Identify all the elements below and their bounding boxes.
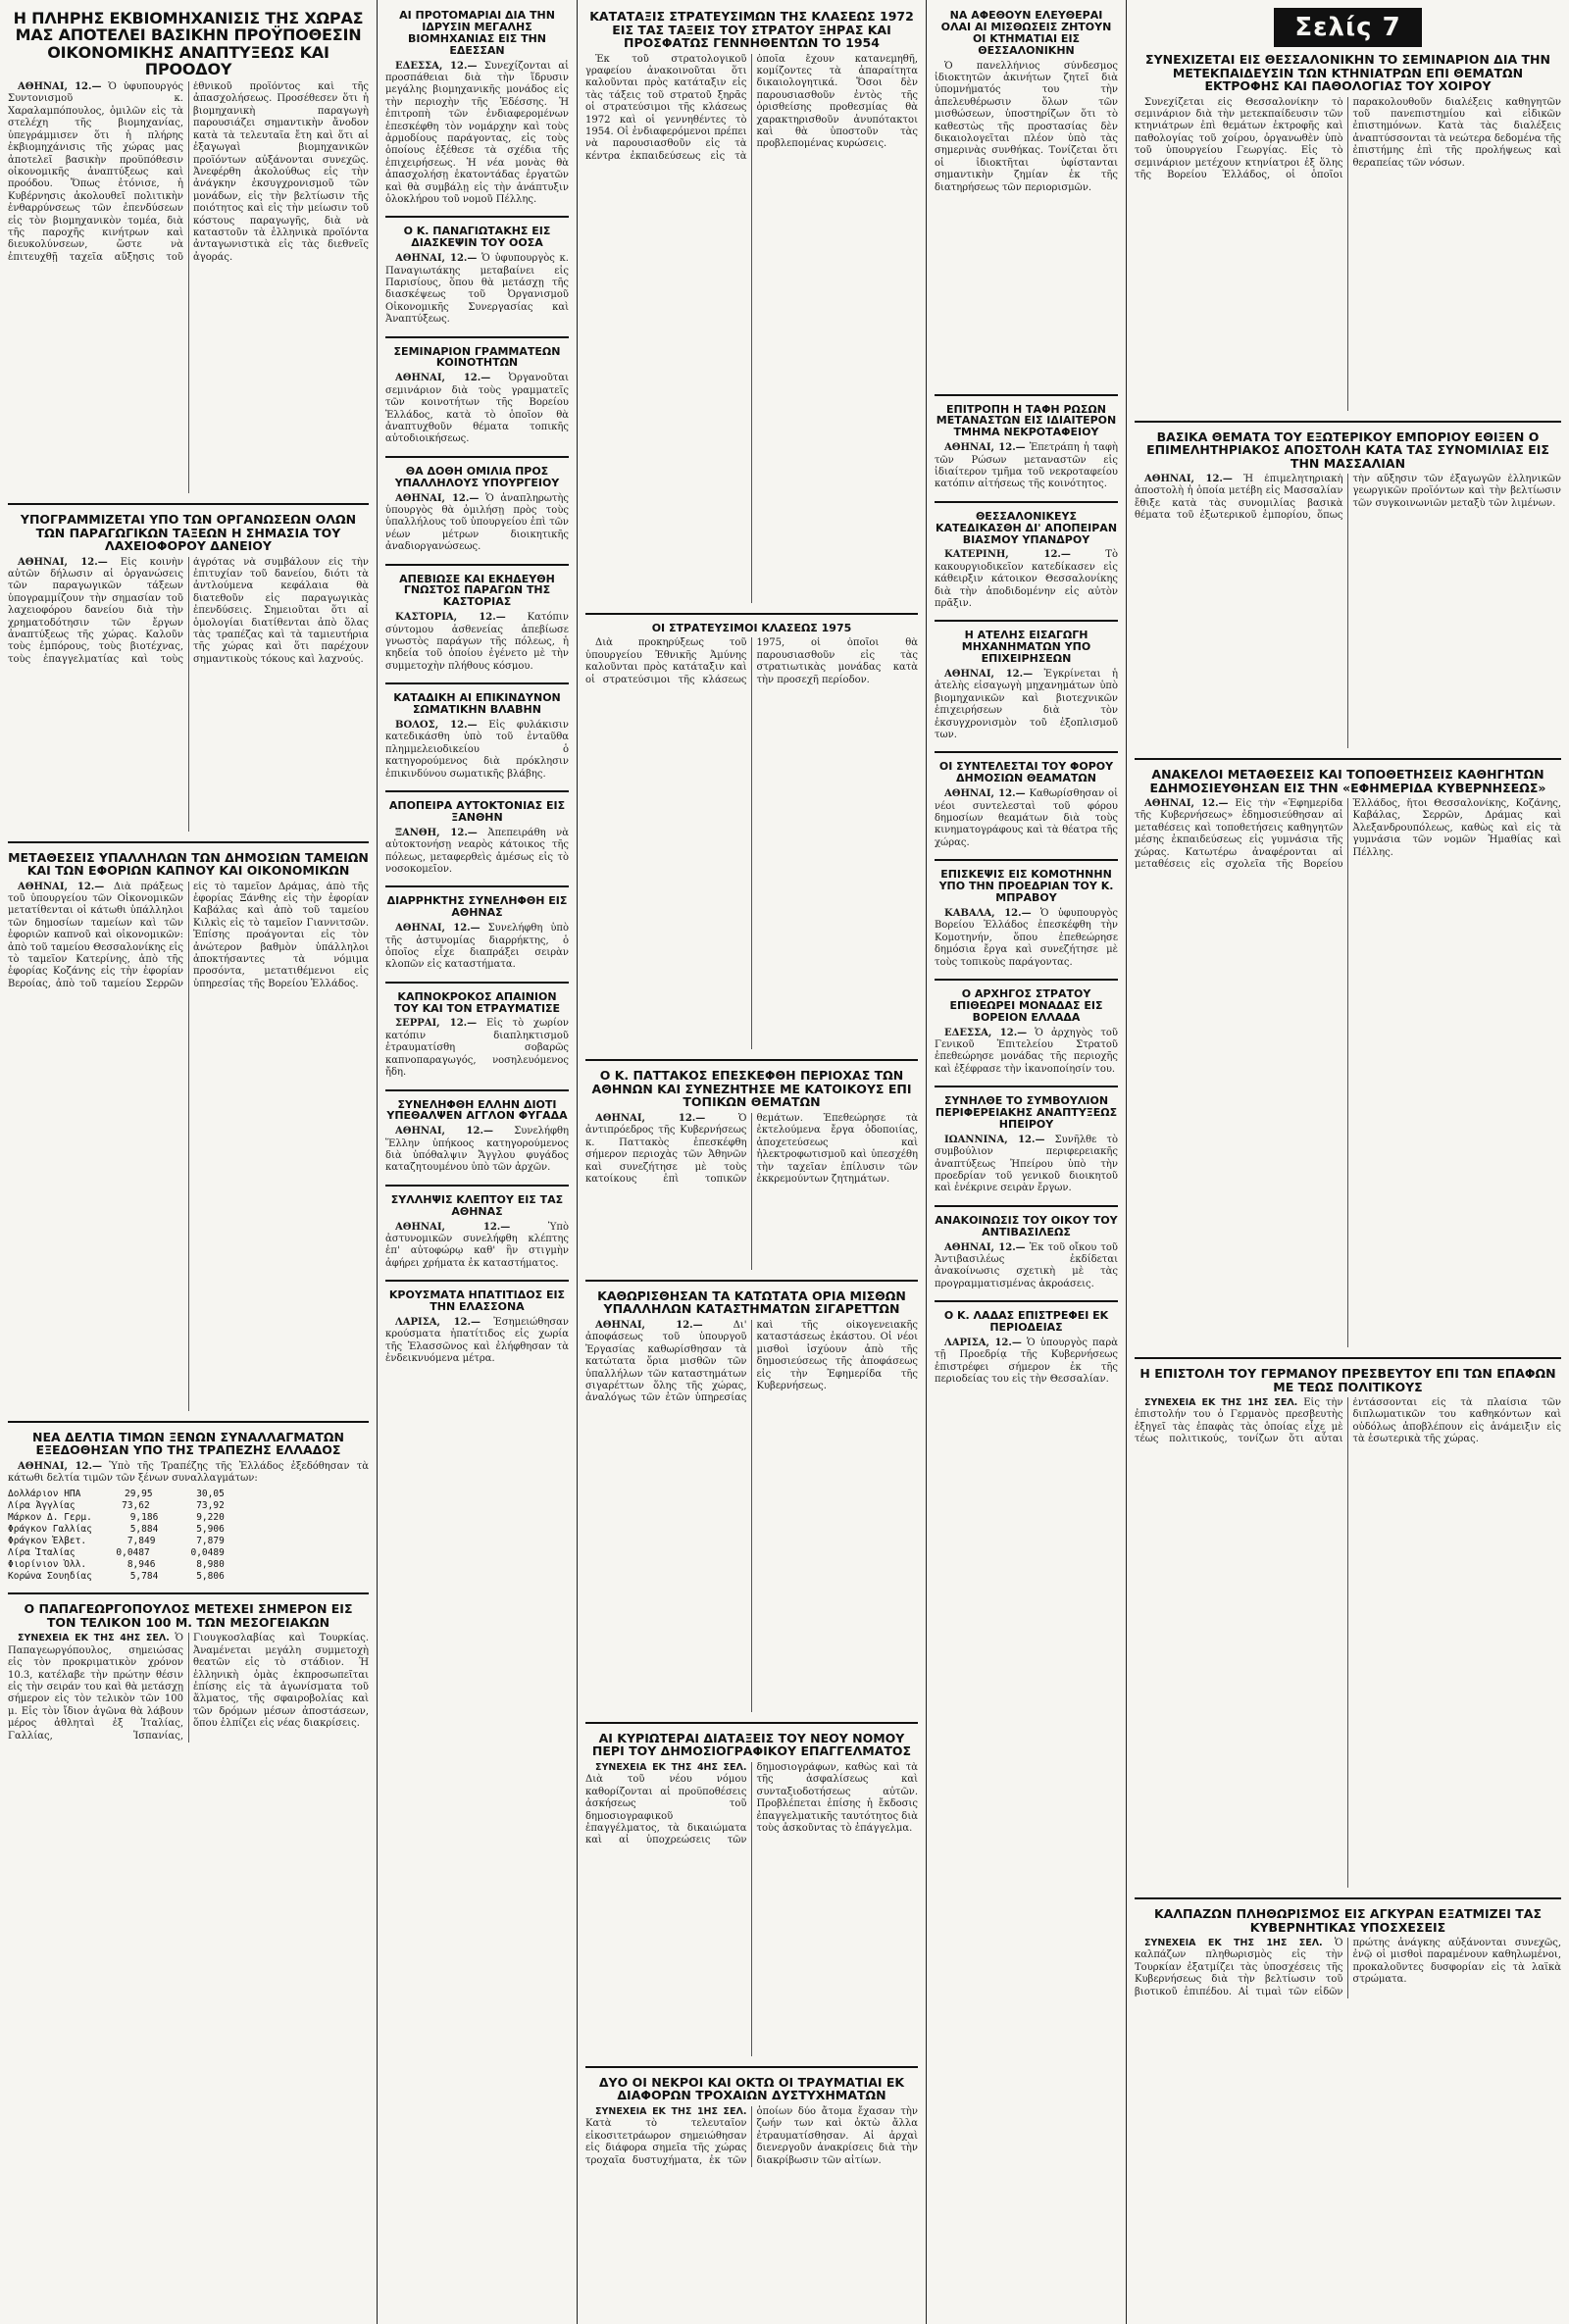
article-katerini — [935, 501, 1118, 611]
headline: ΝΑ ΑΦΕΘΟΥΝ ΕΛΕΥΘΕΡΑΙ ΟΛΑΙ ΑΙ ΜΙΣΘΩΣΕΙΣ ΖΗΤΟΥΝ ΟΙ ΚΤΗΜΑΤΙΑΙ ΕΙΣ ΘΕΣΣΑΛΟΝΙΚΗΝ — [940, 9, 1112, 57]
article-speech — [385, 456, 569, 554]
article-body: ΣΥΝΕΧΕΙΑ ΕΚ ΤΗΣ 4ΗΣ ΣΕΛ. Ὁ Παπαγεωργόπουλος, σημειώσας εἰς τὸν προκριματικὸν χρόνον 10.3, κατέλαβε τὴν πρώτην θέσιν εἰς τὴν σειράν του καὶ θὰ μετάσχῃ σήμερον εἰς τὸν τελικὸν τῶν 100 μ. Εἰς τὸν ἴδιον ἀγῶνα θὰ λάβουν μέρος ἀθληταὶ ἐξ Ἰταλίας, Γαλλίας, Ἱσπανίας, Γιουγκοσλαβίας καὶ Τουρκίας. Ἀναμένεται μεγάλη συμμετοχὴ θεατῶν εἰς τὸ στάδιον. Ἡ ἑλληνικὴ ὁμὰς ἐκπροσωπεῖται ἐπίσης εἰς τὰ ἀγωνίσματα τοῦ ἅλματος, τῆς σφαιροβολίας καὶ τῶν δρόμων μέσων ἀποστάσεων, ὅπου ἐλπίζει εἰς νέας διακρίσεις. — [8, 1633, 369, 1742]
article-seminar — [385, 336, 569, 446]
article-traffic-accidents — [585, 2066, 918, 2168]
headline: Η ΑΤΕΛΗΣ ΕΙΣΑΓΩΓΗ ΜΗΧΑΝΗΜΑΤΩΝ ΥΠΟ ΕΠΙΧΕΙΡΗΣΕΩΝ — [961, 629, 1091, 666]
article-oecd — [385, 216, 569, 326]
headline: ΝΕΑ ΔΕΛΤΙΑ ΤΙΜΩΝ ΞΕΝΩΝ ΣΥΝΑΛΛΑΓΜΑΤΩΝ ΕΞΕΔΟΘΗΣΑΝ ΥΠΟ ΤΗΣ ΤΡΑΠΕΖΗΣ ΕΛΛΑΔΟΣ — [32, 1429, 344, 1458]
buy-rate: 5,884 — [129, 1524, 159, 1536]
article-epirus-council — [935, 1086, 1118, 1195]
article-body: ΣΥΝΕΧΕΙΑ ΕΚ ΤΗΣ 1ΗΣ ΣΕΛ. Ὁ καλπάζων πληθωρισμὸς εἰς τὴν Τουρκίαν ἐξατμίζει τὰς ὑποσχέσεις τῆς Κυβερνήσεως διὰ τὴν βελτίωσιν τοῦ βιοτικοῦ ἐπιπέδου. Αἱ τιμαὶ τῶν εἰδῶν πρώτης ἀνάγκης αὐξάνονται συνεχῶς, ἐνῷ οἱ μισθοὶ παραμένουν καθηλωμένοι, προκαλοῦντες δυσφορίαν εἰς τὰ λαϊκὰ στρώματα. — [1135, 1938, 1561, 1997]
article-transfers — [8, 841, 369, 1411]
article-body: ΑΘΗΝΑΙ, 12.— Συνελήφθη Ἕλλην ὑπήκοος κατηγορούμενος διὰ ὑπόθαλψιν Ἄγγλου φυγάδος καταζητουμένου ὑπὸ τῶν ἀρχῶν. — [385, 1126, 569, 1174]
column-5 — [1127, 0, 1569, 2324]
exchange-rate-row — [8, 1547, 225, 1559]
article-body: ΣΥΝΕΧΕΙΑ ΕΚ ΤΗΣ 1ΗΣ ΣΕΛ. Κατὰ τὸ τελευταῖον εἰκοσιτετράωρον σημειώθησαν εἰς διάφορα σημεῖα τῆς χώρας τροχαῖα δυστυχήματα, ἐκ τῶν ὁποίων δύο ἄτομα ἔχασαν τὴν ζωήν των καὶ ὀκτὼ ἄλλα ἐτραυματίσθησαν. Αἱ ἀρχαὶ διενεργοῦν ἀνακρίσεις διὰ τὴν διακρίβωσιν τῶν αἰτίων. — [585, 2105, 918, 2166]
article-body: ΣΕΡΡΑΙ, 12.— Εἰς τὸ χωρίον κατόπιν διαπληκτισμοῦ ἐτραυματίσθη σοβαρῶς καπνοπαραγωγός, νοσηλευόμενος ἤδη. — [385, 1018, 569, 1079]
buy-rate: 0,0487 — [116, 1547, 150, 1559]
headline: ΣΥΛΛΗΨΙΣ ΚΛΕΠΤΟΥ ΕΙΣ ΤΑΣ ΑΘΗΝΑΣ — [390, 1192, 564, 1218]
exchange-rate-row — [8, 1536, 225, 1547]
article-body: ΑΘΗΝΑΙ, 12.— Ὁ ἀναπληρωτὴς ὑπουργὸς θὰ ὁμιλήσῃ πρὸς τοὺς ὑπαλλήλους τοῦ ὑπουργείου ἐπὶ τῶν νέων μέτρων διοικητικῆς ἀναδιοργανώσεως. — [385, 492, 570, 553]
article-conscripts-1975 — [585, 613, 918, 1050]
article-burglar — [385, 885, 569, 971]
headline: ΚΑΤΑΤΑΞΙΣ ΣΤΡΑΤΕΥΣΙΜΩΝ ΤΗΣ ΚΛΑΣΕΩΣ 1972 ΕΙΣ ΤΑΣ ΤΑΞΕΙΣ ΤΟΥ ΣΤΡΑΤΟΥ ΞΗΡΑΣ ΚΑΙ ΠΡΟΣΦΑΤΩΣ ΓΕΝΝΗΘΕΝΤΩΝ ΤΟ 1954 — [589, 9, 914, 50]
exchange-rate-row — [8, 1559, 225, 1571]
article-body: ΑΘΗΝΑΙ, 12.— Ἐκ τοῦ οἴκου τοῦ Ἀντιβασιλέως ἐκδίδεται ἀνακοίνωσις σχετικὴ μὲ τὰς προγραμματισμένας ἀκροάσεις. — [935, 1241, 1118, 1289]
article-xanthi — [385, 790, 569, 876]
article-ankara-inflation — [1135, 1897, 1561, 1998]
headline: ΕΠΙΤΡΟΠΗ Η ΤΑΦΗ ΡΩΣΩΝ ΜΕΤΑΝΑΣΤΩΝ ΕΙΣ ΙΔΙΑΙΤΕΡΟΝ ΤΜΗΜΑ ΝΕΚΡΟΤΑΦΕΙΟΥ — [936, 402, 1117, 439]
headline: ΣΥΝΗΛΘΕ ΤΟ ΣΥΜΒΟΥΛΙΟΝ ΠΕΡΙΦΕΡΕΙΑΚΗΣ ΑΝΑΠΤΥΞΕΩΣ ΗΠΕΙΡΟΥ — [935, 1094, 1118, 1131]
buy-rate: 73,62 — [122, 1500, 150, 1512]
currency-name: Κορώνα Σουηδίας — [8, 1571, 92, 1583]
article-body: ΑΘΗΝΑΙ, 12.— Ἐγκρίνεται ἡ ἀτελὴς εἰσαγωγὴ μηχανημάτων ὑπὸ βιομηχανικῶν καὶ βιοτεχνικῶν ἐπιχειρήσεων διὰ τὸν ἐκσυγχρονισμὸν τοῦ ἐξοπλισμοῦ των. — [935, 669, 1118, 741]
article-journalism-law — [585, 1722, 918, 2056]
article-kastoria — [385, 564, 569, 674]
headline: ΘΕΣΣΑΛΟΝΙΚΕΥΣ ΚΑΤΕΔΙΚΑΣΘΗ ΔΙ' ΑΠΟΠΕΙΡΑΝ ΒΙΑΣΜΟΥ ΥΠΑΝΔΡΟΥ — [935, 509, 1118, 546]
exchange-rate-row — [8, 1500, 225, 1512]
column-3 — [578, 0, 926, 2324]
headline: ΟΙ ΣΤΡΑΤΕΥΣΙΜΟΙ ΚΛΑΣΕΩΣ 1975 — [651, 621, 852, 634]
sell-rate: 73,92 — [196, 1500, 225, 1512]
article-ladas — [935, 1300, 1118, 1386]
headline: ΕΠΙΣΚΕΨΙΣ ΕΙΣ ΚΟΜΟΤΗΝΗΝ ΥΠΟ ΤΗΝ ΠΡΟΕΔΡΙΑΝ ΤΟΥ Κ. ΜΠΡΑΒΟΥ — [938, 868, 1114, 904]
article-veterinary-seminar — [1135, 53, 1561, 411]
headline: ΔΙΑΡΡΗΚΤΗΣ ΣΥΝΕΛΗΦΘΗ ΕΙΣ ΑΘΗΝΑΣ — [386, 894, 568, 920]
headline: ΟΙ ΣΥΝΤΕΛΕΣΤΑΙ ΤΟΥ ΦΟΡΟΥ ΔΗΜΟΣΙΩΝ ΘΕΑΜΑΤΩΝ — [938, 760, 1114, 785]
article-body: Ὁ πανελλήνιος σύνδεσμος ἰδιοκτητῶν ἀκινήτων ζητεῖ διὰ ὑπομνήματός του τὴν ἀπελευθέρωσιν ὅλων τῶν μισθώσεων, ὑποστηρίζων ὅτι τὸ καθεστὼς τῆς προστασίας δὲν δικαιολογεῖται πλέον ὑπὸ τὰς σημερινὰς συνθήκας. Τονίζεται ὅτι οἱ ἰδιοκτῆται ὑφίστανται σημαντικὴν ζημίαν ἐκ τῆς διατηρήσεως τῶν περιορισμῶν. — [935, 60, 1118, 193]
headline: ΒΑΣΙΚΑ ΘΕΜΑΤΑ ΤΟΥ ΕΞΩΤΕΡΙΚΟΥ ΕΜΠΟΡΙΟΥ ΕΘΙΞΕΝ Ο ΕΠΙΜΕΛΗΤΗΡΙΑΚΟΣ ΑΠΟΣΤΟΛΗ ΚΑΤΑ ΤΑΣ ΣΥΝΟΜΙΛΙΑΣ ΕΙΣ ΤΗΝ ΜΑΣΣΑΛΙΑΝ — [1146, 429, 1549, 471]
article-teacher-transfers — [1135, 758, 1561, 1347]
sell-rate: 0,0489 — [190, 1547, 225, 1559]
headline: ΚΑΛΠΑΖΩΝ ΠΛΗΘΩΡΙΣΜΟΣ ΕΙΣ ΑΓΚΥΡΑΝ ΕΞΑΤΜΙΖΕΙ ΤΑΣ ΚΥΒΕΡΝΗΤΙΚΑΣ ΥΠΟΣΧΕΣΕΙΣ — [1153, 1906, 1542, 1935]
headline: ΚΑΤΑΔΙΚΗ ΑΙ ΕΠΙΚΙΝΔΥΝΟΝ ΣΩΜΑΤΙΚΗΝ ΒΛΑΒΗΝ — [393, 691, 561, 717]
article-edessa-industry — [385, 10, 569, 206]
article-body: Διὰ προκηρύξεως τοῦ ὑπουργείου Ἐθνικῆς Ἀμύνης καλοῦνται πρὸς κατάταξιν καὶ οἱ στρατεύσιμοι τῆς κλάσεως 1975, οἱ ὁποῖοι θὰ παρουσιασθοῦν εἰς τὰς στρατιωτικὰς μονάδας κατὰ τὴν προσεχῆ περίοδον. — [585, 637, 918, 685]
article-body: ΑΘΗΝΑΙ, 12.— Ὑπὸ ἀστυνομικῶν συνελήφθη κλέπτης ἐπ' αὐτοφώρῳ καθ' ἣν στιγμὴν ἀφήρει χρήματα ἐκ καταστήματος. — [385, 1221, 569, 1269]
headline: ΑΙ ΚΥΡΙΩΤΕΡΑΙ ΔΙΑΤΑΞΕΙΣ ΤΟΥ ΝΕΟΥ ΝΟΜΟΥ ΠΕΡΙ ΤΟΥ ΔΗΜΟΣΙΟΓΡΑΦΙΚΟΥ ΕΠΑΓΓΕΛΜΑΤΟΣ — [591, 1730, 912, 1759]
headline: ΑΝΑΚΕΛΟΙ ΜΕΤΑΘΕΣΕΙΣ ΚΑΙ ΤΟΠΟΘΕΤΗΣΕΙΣ ΚΑΘΗΓΗΤΩΝ ΕΔΗΜΟΣΙΕΥΘΗΣΑΝ ΕΙΣ ΤΗΝ «ΕΦΗΜΕΡΙΔΑ ΚΥΒΕΡΝΗΣΕΩΣ» — [1149, 767, 1546, 795]
article-conviction — [385, 682, 569, 781]
buy-rate: 7,849 — [127, 1536, 156, 1547]
page-number-label: Σελίς 7 — [1274, 8, 1421, 47]
article-body: ΕΔΕΣΣΑ, 12.— Ὁ ἀρχηγὸς τοῦ Γενικοῦ Ἐπιτελείου Στρατοῦ ἐπεθεώρησε μονάδας τῆς περιοχῆς καὶ ἐξέφρασε τὴν ἱκανοποίησίν του. — [935, 1027, 1118, 1075]
article-body: ΑΘΗΝΑΙ, 12.— Εἰς τὴν «Ἐφημερίδα τῆς Κυβερνήσεως» ἐδημοσιεύθησαν αἱ μεταθέσεις καὶ τοποθετήσεις καθηγητῶν μέσης ἐκπαιδεύσεως εἰς γυμνάσια τῆς χώρας. Κατωτέρω ἀναφέρονται αἱ μεταθέσεις εἰς σχολεῖα τῆς Βορείου Ἑλλάδος, ἤτοι Θεσσαλονίκης, Κοζάνης, Καβάλας, Σερρῶν, Δράμας καὶ Ἀλεξανδρουπόλεως, καθὼς καὶ εἰς τὰ γυμνάσια τῶν νομῶν Ἠμαθίας καὶ Πέλλης. — [1135, 798, 1561, 871]
exchange-rate-row — [8, 1571, 225, 1583]
article-fugitive — [385, 1089, 569, 1175]
currency-name: Μάρκον Δ. Γερμ. — [8, 1512, 92, 1524]
article-entertainment-tax — [935, 751, 1118, 849]
article-regent-house — [935, 1205, 1118, 1290]
headline: ΥΠΟΓΡΑΜΜΙΖΕΤΑΙ ΥΠΟ ΤΩΝ ΟΡΓΑΝΩΣΕΩΝ ΟΛΩΝ ΤΩΝ ΠΑΡΑΓΩΓΙΚΩΝ ΤΑΞΕΩΝ Η ΣΗΜΑΣΙΑ ΤΟΥ ΛΑΧΕΙΟΦΟΡΟΥ ΔΑΝΕΙΟΥ — [20, 512, 357, 554]
headline: Η ΕΠΙΣΤΟΛΗ ΤΟΥ ΓΕΡΜΑΝΟΥ ΠΡΕΣΒΕΥΤΟΥ ΕΠΙ ΤΩΝ ΕΠΑΦΩΝ ΜΕ ΤΕΩΣ ΠΟΛΙΤΙΚΟΥΣ — [1139, 1366, 1556, 1394]
headline: ΚΑΘΩΡΙΣΘΗΣΑΝ ΤΑ ΚΑΤΩΤΑΤΑ ΟΡΙΑ ΜΙΣΘΩΝ ΥΠΑΛΛΗΛΩΝ ΚΑΤΑΣΤΗΜΑΤΩΝ ΣΙΓΑΡΕΤΤΩΝ — [597, 1288, 906, 1317]
buy-rate: 8,946 — [127, 1559, 156, 1571]
headline: Η ΠΛΗΡΗΣ ΕΚΒΙΟΜΗΧΑΝΙΣΙΣ ΤΗΣ ΧΩΡΑΣ ΜΑΣ ΑΠΟΤΕΛΕΙ ΒΑΣΙΚΗΝ ΠΡΟΫΠΟΘΕΣΙΝ ΟΙΚΟΝΟΜΙΚΗΣ ΑΝΑΠΤΥΞΕΩΣ ΚΑΙ ΠΡΟΟΔΟΥ — [13, 9, 364, 78]
headline: ΣΕΜΙΝΑΡΙΟΝ ΓΡΑΜΜΑΤΕΩΝ ΚΟΙΝΟΤΗΤΩΝ — [393, 344, 561, 370]
headline: ΑΝΑΚΟΙΝΩΣΙΣ ΤΟΥ ΟΙΚΟΥ ΤΟΥ ΑΝΤΙΒΑΣΙΛΕΩΣ — [935, 1213, 1118, 1238]
article-body: ΑΘΗΝΑΙ, 12.— Ἡ ἐπιμελητηριακὴ ἀποστολὴ ἡ ὁποία μετέβη εἰς Μασσαλίαν ἔθιξε κατὰ τὰς συνομιλίας βασικὰ θέματα τοῦ ἐξωτερικοῦ ἐμπορίου, ὅπως τὴν αὔξησιν τῶν ἐξαγωγῶν ἑλληνικῶν γεωργικῶν προϊόντων καὶ τὴν βελτίωσιν τῶν συγκοινωνιῶν μεταξὺ τῶν λιμένων. — [1135, 474, 1561, 522]
exchange-rate-row — [8, 1489, 225, 1500]
article-body: Ἐκ τοῦ στρατολογικοῦ γραφείου ἀνακοινοῦται ὅτι καλοῦνται πρὸς κατάταξιν εἰς τὰς τάξεις τοῦ στρατοῦ ξηρᾶς οἱ στρατεύσιμοι τῆς κλάσεως 1972 καὶ οἱ γεννηθέντες τὸ 1954. Οἱ ἐνδιαφερόμενοι πρέπει νὰ παρουσιασθοῦν εἰς τὰ κέντρα ἐκπαιδεύσεως εἰς τὰ ὁποῖα ἔχουν κατανεμηθῆ, κομίζοντες τὰ ἀπαραίτητα δικαιολογητικά. Ὅσοι δὲν παρουσιασθοῦν ἐντὸς τῆς ὁρισθείσης προθεσμίας θὰ χαρακτηρισθοῦν ἀνυπότακτοι καὶ θὰ ὑποστοῦν τὰς προβλεπομένας κυρώσεις. — [585, 53, 918, 162]
article-body: ΚΑΒΑΛΑ, 12.— Ὁ ὑφυπουργὸς Βορείου Ἑλλάδος ἐπεσκέφθη τὴν Κομοτηνήν, ὅπου ἐπεθεώρησε δημόσια ἔργα καὶ συνεζήτησε μὲ τοὺς τοπικοὺς παράγοντας. — [935, 907, 1118, 968]
exchange-rate-row — [8, 1512, 225, 1524]
currency-name: Λίρα Ἰταλίας — [8, 1547, 76, 1559]
headline: ΑΙ ΠΡΟΤΟΜΑΡΙΑΙ ΔΙΑ ΤΗΝ ΙΔΡΥΣΙΝ ΜΕΓΑΛΗΣ ΒΙΟΜΗΧΑΝΙΑΣ ΕΙΣ ΤΗΝ ΕΔΕΣΣΑΝ — [399, 9, 555, 57]
article-body: ΣΥΝΕΧΕΙΑ ΕΚ ΤΗΣ 4ΗΣ ΣΕΛ. Διὰ τοῦ νέου νόμου καθορίζονται αἱ προϋποθέσεις ἀσκήσεως τοῦ δημοσιογραφικοῦ ἐπαγγέλματος, τὰ δικαιώματα καὶ αἱ ὑποχρεώσεις τῶν δημοσιογράφων, καθὼς καὶ τὰ τῆς ἀσφαλίσεως καὶ συνταξιοδοτήσεως αὐτῶν. Προβλέπεται ἐπίσης ἡ ἔκδοσις ἐπαγγελματικῆς ταυτότητος διὰ τοὺς ἀσκοῦντας τὸ ἐπάγγελμα. — [585, 1761, 918, 1846]
article-exchange-rates — [8, 1421, 369, 1584]
currency-name: Φράγκον Ἑλβετ. — [8, 1536, 87, 1547]
currency-name: Λίρα Ἀγγλίας — [8, 1500, 76, 1512]
article-serres — [385, 982, 569, 1080]
sell-rate: 30,05 — [196, 1489, 225, 1500]
exchange-rate-table — [8, 1489, 225, 1583]
article-body: ΑΘΗΝΑΙ, 12.— Δι' ἀποφάσεως τοῦ ὑπουργοῦ Ἐργασίας καθωρίσθησαν τὰ κατώτατα ὅρια μισθῶν τῶν ὑπαλλήλων τῶν καταστημάτων σιγαρέττων ὅλης τῆς χώρας, ἀναλόγως τῶν ἐτῶν ὑπηρεσίας καὶ τῆς οἰκογενειακῆς καταστάσεως ἑκάστου. Οἱ νέοι μισθοὶ ἰσχύουν ἀπὸ τῆς δημοσιεύσεως τῆς ἀποφάσεως εἰς τὴν Ἐφημερίδα τῆς Κυβερνήσεως. — [585, 1319, 918, 1404]
article-body: ΚΑΤΕΡΙΝΗ, 12.— Τὸ κακουργιοδικεῖον κατεδίκασεν εἰς κάθειρξιν κάτοικον Θεσσαλονίκης διὰ τὴν ἀποδιδομένην εἰς αὐτὸν πρᾶξιν. — [935, 549, 1118, 609]
headline: Ο Κ. ΠΑΤΤΑΚΟΣ ΕΠΕΣΚΕΦΘΗ ΠΕΡΙΟΧΑΣ ΤΩΝ ΑΘΗΝΩΝ ΚΑΙ ΣΥΝΕΖΗΤΗΣΕ ΜΕ ΚΑΤΟΙΚΟΥΣ ΕΠΙ ΤΟΠΙΚΩΝ ΘΕΜΑΤΩΝ — [591, 1068, 912, 1110]
article-army-chief — [935, 979, 1118, 1076]
article-machinery — [935, 620, 1118, 741]
headline: Ο Κ. ΠΑΝΑΓΙΩΤΑΚΗΣ ΕΙΣ ΔΙΑΣΚΕΨΙΝ ΤΟΥ ΟΟΣΑ — [403, 225, 551, 250]
article-body: Συνεχίζεται εἰς Θεσσαλονίκην τὸ σεμινάριον διὰ τὴν μετεκπαίδευσιν τῶν κτηνιάτρων ἐπὶ θεμάτων ἐκτροφῆς καὶ παθολογίας τοῦ χοίρου, ὀργανωθὲν ὑπὸ τοῦ ὑπουργείου Γεωργίας. Εἰς τὸ σεμινάριον μετέχουν κτηνίατροι ἐξ ὅλης τῆς Βορείου Ἑλλάδος, οἱ ὁποῖοι παρακολουθοῦν διαλέξεις καθηγητῶν τοῦ πανεπιστημίου καὶ εἰδικῶν ἐπιστημόνων. Κατὰ τὰς διαλέξεις ἀναπτύσσονται τὰ νεώτερα δεδομένα τῆς ἐπιστήμης ἐπὶ τῆς προλήψεως καὶ θεραπείας τῶν νόσων. — [1135, 96, 1561, 180]
buy-rate: 29,95 — [124, 1489, 153, 1500]
sell-rate: 9,220 — [196, 1512, 225, 1524]
article-sprinter — [8, 1592, 369, 1743]
headline: ΚΑΠΝΟΚΡΟΚΟΣ ΑΠΑΙΝΙΟΝ ΤΟΥ ΚΑΙ ΤΟΝ ΕΤΡΑΥΜΑΤΙΣΕ — [393, 989, 561, 1015]
headline: ΑΠΕΒΙΩΣΕ ΚΑΙ ΕΚΗΔΕΥΘΗ ΓΝΩΣΤΟΣ ΠΑΡΑΓΩΝ ΤΗΣ ΚΑΣΤΟΡΙΑΣ — [399, 572, 555, 609]
article-body: ΑΘΗΝΑΙ, 12.— Διὰ πράξεως τοῦ ὑπουργείου τῶν Οἰκονομικῶν μετατίθενται οἱ κάτωθι ὑπάλληλοι τῶν δημοσίων ταμείων καὶ τῶν ἐφοριῶν καπνοῦ καὶ οἰκονομικῶν: ἀπὸ τοῦ ταμείου Θεσσαλονίκης εἰς τὸ ταμεῖον Κατερίνης, ἀπὸ τῆς ἐφορίας Κοζάνης εἰς τὴν ἐφορίαν Βεροίας, ἀπὸ τοῦ ταμείου Σερρῶν εἰς τὸ ταμεῖον Δράμας, ἀπὸ τῆς ἐφορίας Ξάνθης εἰς τὴν ἐφορίαν Καβάλας καὶ ἀπὸ τοῦ ταμείου Κιλκὶς εἰς τὸ ταμεῖον Γιαννιτσῶν. Ἐπίσης προάγονται εἰς τὸν ἀνώτερον βαθμὸν ὑπάλληλοι ἀποκτήσαντες τὰ νόμιμα προσόντα, μετατιθέμενοι εἰς ὑπηρεσίας τῆς Βορείου Ἑλλάδος. — [8, 881, 369, 989]
sell-rate: 5,806 — [196, 1571, 225, 1583]
currency-name: Φιορίνιον Ὁλλ. — [8, 1559, 87, 1571]
article-german-ambassador — [1135, 1357, 1561, 1888]
page-number-badge — [1135, 8, 1561, 47]
headline: ΔΥΟ ΟΙ ΝΕΚΡΟΙ ΚΑΙ ΟΚΤΩ ΟΙ ΤΡΑΥΜΑΤΙΑΙ ΕΚ ΔΙΑΦΟΡΩΝ ΤΡΟΧΑΙΩΝ ΔΥΣΤΥΧΗΜΑΤΩΝ — [598, 2074, 905, 2103]
currency-name: Φράγκον Γαλλίας — [8, 1524, 92, 1536]
article-burial — [935, 394, 1118, 491]
headline: ΚΡΟΥΣΜΑΤΑ ΗΠΑΤΙΤΙΔΟΣ ΕΙΣ ΤΗΝ ΕΛΑΣΣΟΝΑ — [388, 1288, 566, 1314]
sell-rate: 5,906 — [196, 1524, 225, 1536]
article-conscripts-1972 — [585, 10, 918, 603]
article-body: ΑΘΗΝΑΙ, 12.— Ὁ ὑφυπουργός Συντονισμοῦ κ. Χαραλαμπόπουλος, ὁμιλῶν εἰς τὰ στελέχη τῆς βιομηχανίας, ὑπεγράμμισεν ὅτι ἡ πλήρης ἐκβιομηχάνισις τῆς χώρας μας ἀποτελεῖ βασικὴν προϋπόθεσιν οἰκονομικῆς ἀναπτύξεως καὶ προόδου. Ὅπως ἐτόνισε, ἡ Κυβέρνησις ἀκολουθεῖ πολιτικὴν ἐνθαρρύνσεως τῶν ἐπενδύσεων εἰς τὸν βιομηχανικὸν τομέα, διὰ τῆς παροχῆς κινήτρων καὶ διευκολύνσεων, ὥστε νὰ ἐπιτευχθῇ ταχεῖα αὔξησις τοῦ ἐθνικοῦ προϊόντος καὶ τῆς ἀπασχολήσεως. Προσέθεσεν ὅτι ἡ βιομηχανικὴ παραγωγὴ παρουσιάζει σημαντικὴν ἄνοδον κατὰ τὰ τελευταῖα ἔτη καὶ ὅτι αἱ ἐξαγωγαὶ βιομηχανικῶν προϊόντων αὐξάνονται συνεχῶς. Ἀνεφέρθη ἀκολούθως εἰς τὴν ἀνάγκην ἐκσυγχρονισμοῦ τῶν μονάδων, εἰς τὴν βελτίωσιν τῆς ποιότητος καὶ εἰς τὴν μείωσιν τοῦ κόστους παραγωγῆς, διὰ νὰ καταστοῦν τὰ ἑλληνικὰ προϊόντα ἀνταγωνιστικὰ εἰς τὰς διεθνεῖς ἀγοράς. — [8, 81, 369, 263]
article-thief — [385, 1185, 569, 1270]
article-body: ΑΘΗΝΑΙ, 12.— Ὁ ἀντιπρόεδρος τῆς Κυβερνήσεως κ. Παττακὸς ἐπεσκέφθη σήμερον περιοχὰς τῶν Ἀθηνῶν καὶ συνεζήτησε μὲ τοὺς κατοίκους ἐπὶ τοπικῶν θεμάτων. Ἐπεθεώρησε τὰ ἐκτελούμενα ἔργα ὁδοποιίας, ἀποχετεύσεως καὶ ἡλεκτροφωτισμοῦ καὶ ὑπεσχέθη τὴν ταχεῖαν ἐπίλυσιν τῶν ἐκκρεμούντων ζητημάτων. — [585, 1112, 918, 1185]
headline: ΣΥΝΕΧΙΖΕΤΑΙ ΕΙΣ ΘΕΣΣΑΛΟΝΙΚΗΝ ΤΟ ΣΕΜΙΝΑΡΙΟΝ ΔΙΑ ΤΗΝ ΜΕΤΕΚΠΑΙΔΕΥΣΙΝ ΤΩΝ ΚΤΗΝΙΑΤΡΩΝ ΕΠΙ ΘΕΜΑΤΩΝ ΕΚΤΡΟΦΗΣ ΚΑΙ ΠΑΘΟΛΟΓΙΑΣ ΤΟΥ ΧΟΙΡΟΥ — [1145, 52, 1550, 93]
sell-rate: 8,980 — [196, 1559, 225, 1571]
column-4 — [927, 0, 1126, 2324]
headline: Ο Κ. ΛΑΔΑΣ ΕΠΙΣΤΡΕΦΕΙ ΕΚ ΠΕΡΙΟΔΕΙΑΣ — [943, 1309, 1109, 1335]
article-pattakos — [585, 1059, 918, 1270]
headline: Ο ΠΑΠΑΓΕΩΡΓΟΠΟΥΛΟΣ ΜΕΤΕΧΕΙ ΣΗΜΕΡΟΝ ΕΙΣ ΤΟΝ ΤΕΛΙΚΟΝ 100 Μ. ΤΩΝ ΜΕΣΟΓΕΙΑΚΩΝ — [24, 1601, 353, 1630]
headline: ΘΑ ΔΟΘΗ ΟΜΙΛΙΑ ΠΡΟΣ ΥΠΑΛΛΗΛΟΥΣ ΥΠΟΥΡΓΕΙΟΥ — [394, 464, 560, 489]
headline: Ο ΑΡΧΗΓΟΣ ΣΤΡΑΤΟΥ ΕΠΙΘΕΩΡΕΙ ΜΟΝΑΔΑΣ ΕΙΣ ΒΟΡΕΙΟΝ ΕΛΛΑΔΑ — [949, 986, 1103, 1024]
currency-name: Δολλάριον ΗΠΑ — [8, 1489, 81, 1500]
article-body: ΑΘΗΝΑΙ, 12.— Ὑπὸ τῆς Τραπέζης τῆς Ἑλλάδος ἐξεδόθησαν τὰ κάτωθι δελτία τιμῶν τῶν ξένων συναλλαγμάτων: — [8, 1460, 369, 1484]
article-leases — [935, 10, 1118, 384]
article-hepatitis — [385, 1280, 569, 1365]
article-body: ΙΩΑΝΝΙΝΑ, 12.— Συνῆλθε τὸ συμβούλιον περιφερειακῆς ἀναπτύξεως Ἠπείρου ὑπὸ τὴν προεδρίαν τοῦ γενικοῦ διοικητοῦ καὶ ἐνέκρινε σειρὰν ἔργων. — [935, 1134, 1119, 1194]
article-body: ΑΘΗΝΑΙ, 12.— Καθωρίσθησαν οἱ νέοι συντελεσταὶ τοῦ φόρου δημοσίων θεαμάτων διὰ τοὺς κινηματογράφους καὶ τὰ θέατρα τῆς χώρας. — [935, 788, 1118, 848]
headline: ΣΥΝΕΛΗΦΘΗ ΕΛΛΗΝ ΔΙΟΤΙ ΥΠΕΘΑΛΨΕΝ ΑΓΓΛΟΝ ΦΥΓΑΔΑ — [386, 1097, 568, 1123]
article-foreign-trade — [1135, 421, 1561, 749]
article-body: ΛΑΡΙΣΑ, 12.— Ἐσημειώθησαν κρούσματα ἡπατίτιδος εἰς χωρία τῆς Ἐλασσῶνος καὶ ἐλήφθησαν τὰ ἐνδεικνυόμενα μέτρα. — [385, 1317, 569, 1365]
article-body: ΑΘΗΝΑΙ, 12.— Εἰς κοινὴν αὐτῶν δήλωσιν αἱ ὀργανώσεις τῶν παραγωγικῶν τάξεων ὑπογραμμίζουν τὴν σημασίαν τοῦ λαχειοφόρου δανείου διὰ τὴν χρηματοδότησιν τῶν ἔργων ἀναπτύξεως τῆς χώρας. Καλοῦν τοὺς ἐμπόρους, τοὺς βιοτέχνας, τοὺς ἐπαγγελματίας καὶ τοὺς ἀγρότας νὰ συμβάλουν εἰς τὴν ἐπιτυχίαν τοῦ δανείου, διότι τὰ ἀντλούμενα κεφάλαια θὰ διατεθοῦν εἰς παραγωγικὰς ἐπενδύσεις. Σημειοῦται ὅτι αἱ ὁμολογίαι διατίθενται ἀπὸ ὅλας τὰς τραπέζας καὶ τὰ ταμιευτήρια τῆς χώρας καὶ ὅτι παρέχουν σημαντικοὺς τόκους καὶ λαχνούς. — [8, 556, 369, 665]
article-body: ΑΘΗΝΑΙ, 12.— Ἐπετράπη ἡ ταφὴ τῶν Ρώσων μεταναστῶν εἰς ἰδιαίτερον τμῆμα τοῦ νεκροταφείου κατόπιν αἰτήσεως τῆς κοινότητος. — [935, 442, 1118, 490]
headline: ΜΕΤΑΘΕΣΕΙΣ ΥΠΑΛΛΗΛΩΝ ΤΩΝ ΔΗΜΟΣΙΩΝ ΤΑΜΕΙΩΝ ΚΑΙ ΤΩΝ ΕΦΟΡΙΩΝ ΚΑΠΝΟΥ ΚΑΙ ΟΙΚΟΝΟΜΙΚΩΝ — [8, 849, 369, 879]
column-2 — [378, 0, 577, 2324]
sell-rate: 7,879 — [196, 1536, 225, 1547]
article-body: ΣΥΝΕΧΕΙΑ ΕΚ ΤΗΣ 1ΗΣ ΣΕΛ. Εἰς τὴν ἐπιστολήν του ὁ Γερμανὸς πρεσβευτὴς ἐξηγεῖ τὰς ἐπαφὰς τὰς ὁποίας εἶχε μὲ τέως πολιτικούς, τονίζων ὅτι αὗται ἐντάσσονται εἰς τὰ πλαίσια τῶν διπλωματικῶν του καθηκόντων καὶ οὐδόλως ἀποβλέπουν εἰς ἀνάμειξιν εἰς τὰ ἐσωτερικὰ τῆς χώρας. — [1135, 1397, 1561, 1445]
article-komotini — [935, 859, 1118, 969]
buy-rate: 9,186 — [129, 1512, 159, 1524]
article-body: ΑΘΗΝΑΙ, 12.— Ὁ ὑφυπουργὸς κ. Παναγιωτάκης μεταβαίνει εἰς Παρισίους, ὅπου θὰ μετάσχῃ τῆς διασκέψεως τοῦ Ὀργανισμοῦ Οἰκονομικῆς Συνεργασίας καὶ Ἀναπτύξεως. — [385, 253, 569, 326]
headline: ΑΠΟΠΕΙΡΑ ΑΥΤΟΚΤΟΝΙΑΣ ΕΙΣ ΞΑΝΘΗΝ — [388, 798, 566, 824]
article-body: ΑΘΗΝΑΙ, 12.— Συνελήφθη ὑπὸ τῆς ἀστυνομίας διαρρήκτης, ὁ ὁποῖος εἶχε διαπράξει σειρὰν κλοπῶν εἰς καταστήματα. — [385, 923, 569, 971]
article-body: ΕΔΕΣΣΑ, 12.— Συνεχίζονται αἱ προσπάθειαι διὰ τὴν ἵδρυσιν μεγάλης βιομηχανικῆς μονάδος εἰς τὴν περιοχὴν τῆς Ἐδέσσης. Ἡ ἐπιτροπὴ τῶν ἐνδιαφερομένων ἐπεσκέφθη τὸν νομάρχην καὶ τοὺς ἁρμοδίους παράγοντας, εἰς τοὺς ὁποίους ἐξέθεσε τὰ σχέδια τῆς ἐπιχειρήσεως. Ἡ νέα μονὰς θὰ ἀπασχολήσῃ ἑκατοντάδας ἐργατῶν καὶ θὰ συμβάλῃ εἰς τὴν ἀνάπτυξιν ὁλοκλήρου τοῦ νομοῦ Πέλλης. — [385, 60, 570, 205]
article-body: ΚΑΣΤΟΡΙΑ, 12.— Κατόπιν σύντομου ἀσθενείας ἀπεβίωσε γνωστὸς παράγων τῆς πόλεως, ἡ κηδεία τοῦ ὁποίου ἐγένετο μὲ τὴν συμμετοχὴν πλήθους κόσμου. — [385, 612, 569, 672]
article-industrialization — [8, 10, 369, 493]
article-cigarette-wages — [585, 1280, 918, 1712]
article-body: ΒΟΛΟΣ, 12.— Εἰς φυλάκισιν κατεδικάσθη ὑπὸ τοῦ ἐνταῦθα πλημμελειοδικείου ὁ κατηγορούμενος διὰ πρόκλησιν ἐπικινδύνου σωματικῆς βλάβης. — [385, 719, 569, 780]
article-body: ΛΑΡΙΣΑ, 12.— Ὁ ὑπουργὸς παρὰ τῇ Προεδρίᾳ τῆς Κυβερνήσεως ἐπιστρέφει σήμερον ἐκ τῆς περιοδείας του εἰς τὴν Θεσσαλίαν. — [935, 1337, 1119, 1386]
article-body: ΞΑΝΘΗ, 12.— Ἀπεπειράθη νὰ αὐτοκτονήσῃ νεαρὸς κάτοικος τῆς πόλεως, μεταφερθεὶς ἀμέσως εἰς τὸ νοσοκομεῖον. — [385, 827, 569, 875]
exchange-rate-row — [8, 1524, 225, 1536]
column-1 — [0, 0, 377, 2324]
article-lottery-loan — [8, 503, 369, 832]
article-body: ΑΘΗΝΑΙ, 12.— Ὀργανοῦται σεμινάριον διὰ τοὺς γραμματεῖς τῶν κοινοτήτων τῆς Βορείου Ἑλλάδος, κατὰ τὸ ὁποῖον θὰ ἀναπτυχθοῦν θέματα τοπικῆς αὐτοδιοικήσεως. — [385, 373, 569, 445]
buy-rate: 5,784 — [129, 1571, 159, 1583]
